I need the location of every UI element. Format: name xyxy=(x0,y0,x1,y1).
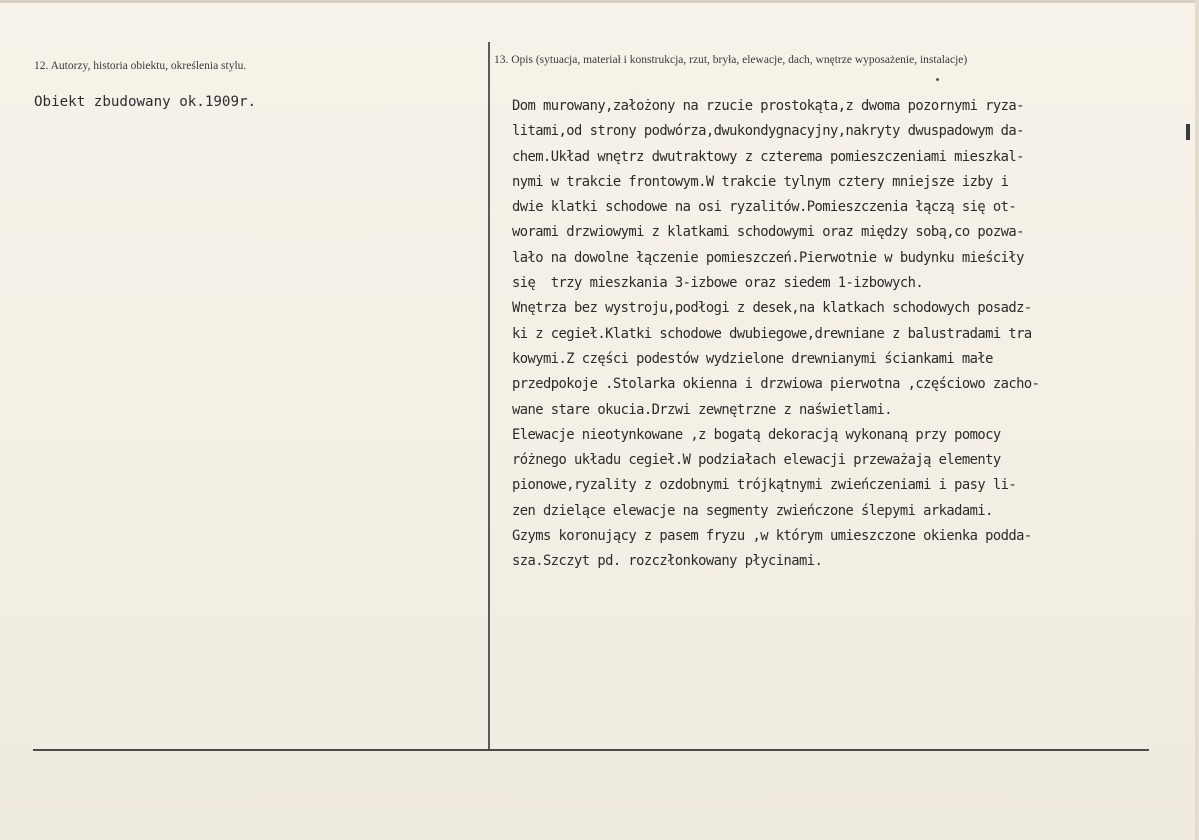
description-line: lało na dowolne łączenie pomieszczeń.Pierwotnie w budynku mieściły xyxy=(512,249,1024,266)
section-12-text: Obiekt zbudowany ok.1909r. xyxy=(34,94,257,110)
description-line: nymi w trakcie frontowym.W trakcie tylnym cztery mniejsze izby i xyxy=(512,173,1009,190)
description-line: ki z cegieł.Klatki schodowe dwubiegowe,drewniane z balustradami tra xyxy=(512,325,1032,342)
margin-mark xyxy=(1186,124,1190,140)
description-line: Wnętrza bez wystroju,podłogi z desek,na klatkach schodowych posadz- xyxy=(512,300,1032,317)
bottom-rule xyxy=(33,749,1149,751)
description-line: dwie klatki schodowe na osi ryzalitów.Pomieszczenia łączą się ot- xyxy=(512,199,1017,216)
section-13-description xyxy=(512,94,1039,575)
section-12-label: 12. Autorzy, historia obiektu, określenia stylu. xyxy=(34,60,247,72)
ink-dot xyxy=(936,78,939,81)
description-line: chem.Układ wnętrz dwutraktowy z czterema pomieszczeniami mieszkal- xyxy=(512,148,1024,165)
description-line: wane stare okucia.Drzwi zewnętrzne z naświetlami. xyxy=(512,401,893,418)
description-line: zen dzielące elewacje na segmenty zwieńczone ślepymi arkadami. xyxy=(512,502,993,519)
section-13-label: 13. Opis (sytuacja, materiał i konstrukcja, rzut, bryła, elewacje, dach, wnętrze wyposażenie, instalacje) xyxy=(494,54,968,66)
description-line: się trzy mieszkania 3-izbowe oraz siedem 1-izbowych. xyxy=(512,275,924,292)
description-line: Dom murowany,założony na rzucie prostokąta,z dwoma pozornymi ryza- xyxy=(512,98,1024,114)
description-line: Elewacje nieotynkowane ,z bogatą dekoracją wykonaną przy pomocy xyxy=(512,426,1001,443)
description-line: różnego układu cegieł.W podziałach elewacji przeważają elementy xyxy=(512,452,1001,469)
top-edge xyxy=(0,0,1199,3)
description-line: worami drzwiowymi z klatkami schodowymi oraz między sobą,co pozwa- xyxy=(512,224,1024,241)
description-line: kowymi.Z części podestów wydzielone drewnianymi ściankami małe xyxy=(512,350,993,367)
description-line: litami,od strony podwórza,dwukondygnacyjny,nakryty dwuspadowym da- xyxy=(512,123,1024,140)
description-line: Gzyms koronujący z pasem fryzu ,w którym umieszczone okienka podda- xyxy=(512,528,1032,545)
description-line: sza.Szczyt pd. rozczłonkowany płycinami. xyxy=(512,553,823,570)
description-line: pionowe,ryzality z ozdobnymi trójkątnymi zwieńczeniami i pasy li- xyxy=(512,477,1017,494)
description-line: przedpokoje .Stolarka okienna i drzwiowa pierwotna ,częściowo zacho- xyxy=(512,376,1040,393)
column-divider xyxy=(488,42,490,750)
right-edge xyxy=(1195,0,1199,840)
